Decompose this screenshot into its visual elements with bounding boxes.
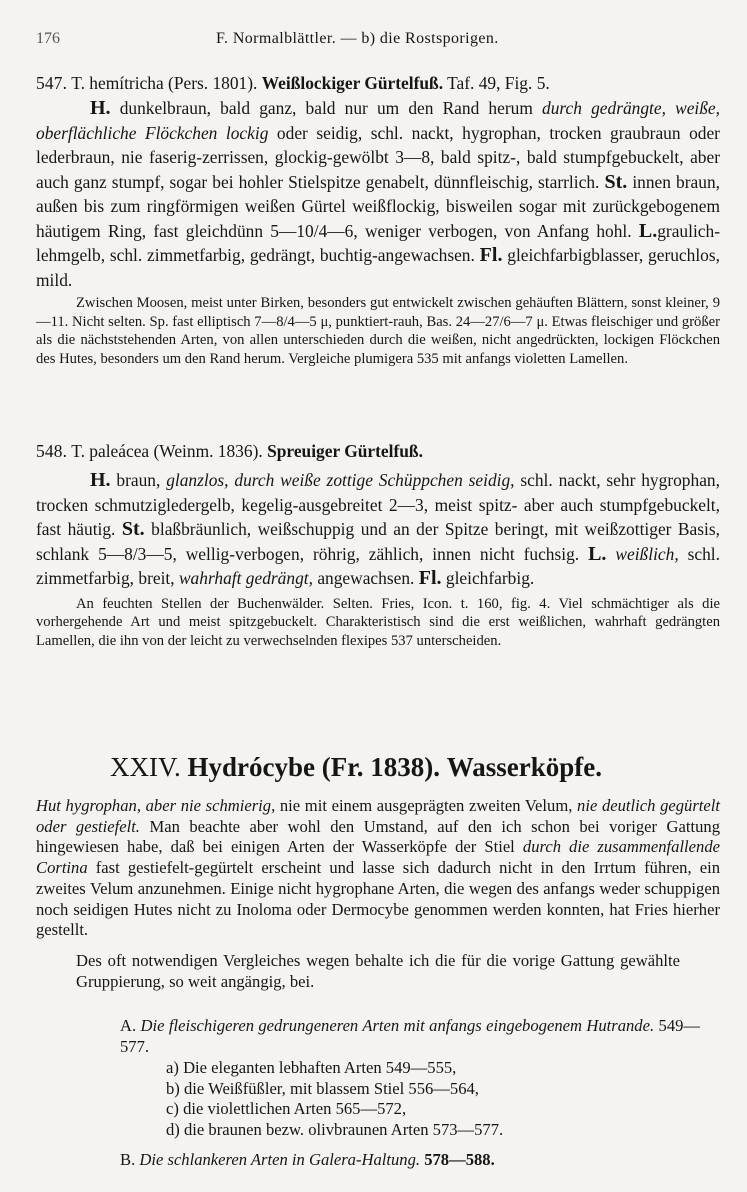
subgroup-text: die braunen bezw. olivbraunen Arten 573—577. — [183, 1119, 504, 1139]
desc-text: gleichfarbig. — [445, 568, 535, 588]
label-stiel: St. — [121, 518, 145, 540]
species-name: T. hemítricha — [71, 73, 164, 93]
desc-italic: wahrhaft gedrängt, — [178, 568, 313, 588]
intro-text: Man beachte aber wohl den Umstand, auf den ich schon bei voriger Gattung hingewiesen habe, daß bei einigen Arten der Wasserköpfe der Stiel — [36, 816, 720, 857]
desc-text: innen braun, außen bis zum ringförmigen weißen Gürtel weißflockig, bisweilen sogar mit zurückgebogenem häutigem Ring, fast gleichdünn 5—10/4—6, weniger verbogen, von Anfang hohl. — [36, 171, 720, 241]
group-label: A. — [120, 1016, 137, 1035]
species-common-name: Weißlockiger Gürtelfuß. — [261, 73, 444, 93]
subgroup-text: die Weißfüßler, mit blassem Stiel 556—564, — [183, 1078, 479, 1098]
label-fleisch: Fl. — [479, 244, 503, 266]
species-548 — [36, 438, 720, 650]
running-title: F. Normalblättler. — b) die Rostsporigen. — [216, 30, 499, 47]
grouping-note — [36, 951, 720, 992]
group-title: Die fleischigeren gedrungeneren Arten mit anfangs eingebogenem Hutrande. — [140, 1016, 655, 1035]
species-547-heading — [36, 70, 720, 96]
species-547-description — [36, 96, 720, 292]
desc-text: angewachsen. — [317, 568, 415, 588]
group-range: 549—577. — [120, 1016, 701, 1056]
group-label: B. — [120, 1150, 136, 1169]
subgroup-item — [166, 1079, 503, 1100]
group-range: 578—588. — [424, 1150, 495, 1169]
genus-numeral: XXIV. — [110, 752, 181, 782]
desc-italic: durch gedrängte, weiße, oberflächliche Flöckchen lockig — [36, 98, 721, 143]
subgroup-item — [166, 1058, 503, 1079]
label-hut: H. — [90, 97, 111, 119]
running-header — [36, 30, 716, 58]
intro-italic: nie deutlich gegürtelt oder gestiefelt. — [36, 796, 720, 836]
subgroup-list — [166, 1058, 503, 1140]
group-b — [120, 1150, 700, 1171]
group-a-heading — [120, 1016, 700, 1057]
subgroup-label: d) — [166, 1119, 180, 1139]
subgroup-text: Die eleganten lebhaften Arten 549—555, — [183, 1058, 457, 1077]
intro-text: fast gestiefelt-gegürtelt erscheint und lasse sich dadurch nicht in den Irrtum führen, ein zweites Velum anzunehmen. Einige nicht hygrophane Arten, die wegen des anfangs weder schuppigen noch seidigen Hutes nicht zu Inoloma oder Dermocybe genommen werden konnten, hat Fries hierher gestellt. — [36, 858, 720, 940]
label-lamellen: L. — [638, 219, 658, 242]
label-fleisch: Fl. — [418, 567, 442, 589]
page-number: 176 — [36, 30, 60, 47]
genus-description — [36, 796, 720, 941]
species-common-name: Spreuiger Gürtelfuß. — [267, 441, 423, 461]
subgroup-text: die violettlichen Arten 565—572, — [183, 1099, 407, 1118]
genus-intro — [36, 796, 720, 992]
subgroup-label: a) — [166, 1058, 179, 1077]
intro-italic: Hut hygrophan, aber nie schmierig, — [36, 796, 276, 815]
desc-text: dunkelbraun, bald ganz, bald nur um den Rand herum — [119, 98, 533, 118]
label-hut: H. — [90, 469, 111, 491]
desc-text: gleichfarbigblasser, geruchlos, mild. — [36, 245, 720, 290]
grouping-text: Des oft notwendigen Vergleiches wegen behalte ich die für die vorige Gattung gewählte Gruppierung, so weit angängig, bei. — [76, 950, 680, 991]
subgroup-label: b) — [166, 1078, 180, 1098]
desc-text: schl. zimmetfarbig, breit, — [36, 543, 720, 588]
species-number: 547. — [36, 73, 68, 93]
species-548-note: An feuchten Stellen der Buchenwälder. Selten. Fries, Icon. t. 160, fig. 4. Viel schmächtiger als die vorhergehende Art und meist spitzgebuckelt. Charakteristisch sind die erst weißlichen, wahrhaft gedrängten Lamellen, die ihn von der leicht zu verwechselnden flexipes 537 unterscheiden. — [36, 595, 720, 649]
genus-author: (Fr. 1838). — [321, 752, 440, 782]
plate-reference: Taf. 49, Fig. 5. — [447, 73, 550, 93]
desc-text: braun, — [116, 470, 161, 490]
species-name: T. paleácea — [71, 441, 150, 461]
genus-common-name: Wasserköpfe. — [446, 752, 602, 782]
genus-name: Hydrócybe — [187, 752, 316, 782]
species-548-heading — [36, 438, 720, 464]
species-author: (Weinm. 1836). — [153, 441, 263, 461]
desc-text: graulich-lehmgelb, schl. zimmetfarbig, gedrängt, buchtig-angewachsen. — [36, 220, 720, 265]
species-author: (Pers. 1801). — [168, 73, 258, 93]
label-stiel: St. — [604, 170, 628, 193]
species-number: 548. — [36, 441, 68, 461]
subgroup-item — [166, 1120, 503, 1141]
genus-heading — [110, 752, 670, 783]
group-a — [120, 1016, 700, 1057]
intro-italic: durch die zusammenfallende Cortina — [36, 837, 720, 878]
species-547 — [36, 70, 720, 368]
desc-text: schl. nackt, sehr hygrophan, trocken schmutzigledergelb, kegelig-ausgebreitet 2—3, meist spitz- aber auch stumpfgebuckelt, fast häutig. — [36, 470, 720, 539]
group-title: Die schlankeren Arten in Galera-Haltung. — [139, 1150, 421, 1169]
desc-italic: weißlich, — [615, 543, 679, 564]
intro-text: nie mit einem ausgeprägten zweiten Velum, — [279, 796, 573, 815]
label-lamellen: L. — [588, 542, 607, 565]
subgroup-item — [166, 1099, 503, 1120]
group-b-heading — [120, 1150, 700, 1171]
desc-text: blaßbräunlich, weißschuppig und an der Spitze beringt, mit weißzottiger Basis, schlank 5—8/3—5, wellig-verbogen, röhrig, zählich, innen nicht fuchsig. — [36, 519, 720, 564]
desc-italic: glanzlos, durch weiße zottige Schüppchen seidig, — [166, 470, 515, 490]
subgroup-label: c) — [166, 1099, 179, 1118]
desc-text: oder seidig, schl. nackt, hygrophan, trocken graubraun oder lederbraun, nie faserig-zerrissen, glockig-gewölbt 3—8, bald spitz-, bald stumpfgebuckelt, aber auch ganz stumpf, sogar bei hohler Stielspitze genabelt, dünnfleischig, starrlich. — [36, 122, 720, 192]
species-548-description — [36, 468, 720, 591]
species-547-note: Zwischen Moosen, meist unter Birken, besonders gut entwickelt zwischen gehäuften Blättern, sonst kleiner, 9—11. Nicht selten. Sp. fast elliptisch 7—8/4—5 μ, punktiert-rauh, Bas. 24—27/6—7 μ. Etwas fleischiger und größer als die nächststehenden Arten, von allen unterschieden durch die weißen, nicht angedrückten, lockigen Flöckchen des Hutes, besonders um den Rand herum. Vergleiche plumigera 535 mit anfangs violetten Lamellen. — [36, 295, 720, 367]
